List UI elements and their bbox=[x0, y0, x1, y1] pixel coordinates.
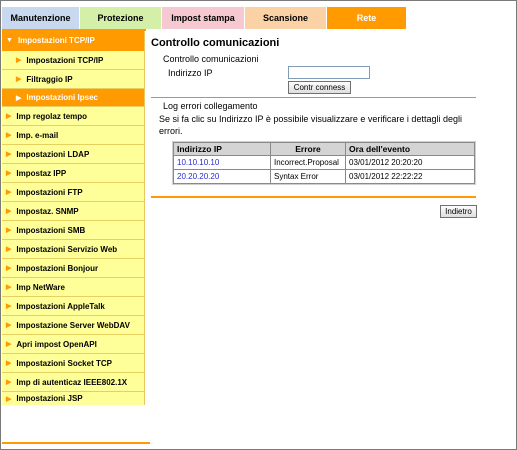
triangle-right-icon: ▶ bbox=[6, 189, 12, 196]
check-section-title: Controllo comunicazioni bbox=[163, 54, 259, 64]
tab-bar bbox=[2, 7, 407, 29]
sidebar-divider bbox=[144, 31, 145, 405]
footer-rule bbox=[2, 442, 150, 444]
sidebar-item-socket-tcp[interactable] bbox=[2, 354, 144, 373]
page-title: Controllo comunicazioni bbox=[151, 37, 280, 49]
triangle-right-icon: ▶ bbox=[6, 170, 12, 177]
sidebar-item-label: Impostazioni AppleTalk bbox=[16, 301, 105, 311]
triangle-right-icon: ▶ bbox=[16, 57, 22, 64]
back-button[interactable]: Indietro bbox=[440, 205, 477, 218]
triangle-right-icon: ▶ bbox=[6, 227, 12, 234]
sidebar-item-ieee8021x[interactable] bbox=[2, 373, 144, 392]
tab-manutenzione[interactable]: Manutenzione bbox=[2, 7, 80, 29]
triangle-right-icon: ▶ bbox=[6, 341, 12, 348]
sidebar-subitem-tcpip[interactable] bbox=[2, 51, 144, 70]
table-row bbox=[174, 170, 475, 184]
ip-link[interactable]: 20.20.20.20 bbox=[177, 172, 220, 181]
sidebar-item-label: Impostazioni Bonjour bbox=[16, 263, 99, 273]
check-connection-button[interactable]: Contr conness bbox=[288, 81, 351, 94]
column-header-ip: Indirizzo IP bbox=[174, 143, 271, 156]
sidebar-item-label: Impostazioni Socket TCP bbox=[16, 358, 112, 368]
triangle-right-icon: ▶ bbox=[6, 208, 12, 215]
triangle-right-icon: ▶ bbox=[6, 284, 12, 291]
sidebar bbox=[2, 31, 144, 405]
sidebar-item-ipp[interactable] bbox=[2, 164, 144, 183]
sidebar-item-label: Impostazioni LDAP bbox=[16, 149, 90, 159]
triangle-right-icon: ▶ bbox=[6, 379, 12, 386]
sidebar-item-netware[interactable] bbox=[2, 278, 144, 297]
sidebar-item-label: Impostazioni SMB bbox=[16, 225, 86, 235]
triangle-right-icon: ▶ bbox=[6, 303, 12, 310]
sidebar-item-jsp[interactable] bbox=[2, 392, 144, 405]
sidebar-item-label: Imp regolaz tempo bbox=[16, 111, 88, 121]
error-cell: Incorrect.Proposal bbox=[271, 156, 346, 170]
table-row bbox=[174, 156, 475, 170]
ip-cell bbox=[174, 170, 271, 184]
sidebar-item-label: Impostazioni Ipsec bbox=[26, 93, 98, 102]
triangle-right-icon: ▶ bbox=[6, 151, 12, 158]
content-bottom-rule bbox=[151, 196, 476, 198]
sidebar-item-servizio-web[interactable] bbox=[2, 240, 144, 259]
sidebar-item-label: Impostazioni FTP bbox=[16, 187, 83, 197]
sidebar-item-appletalk[interactable] bbox=[2, 297, 144, 316]
triangle-right-icon: ▶ bbox=[6, 113, 12, 120]
sidebar-item-label: Apri impost OpenAPI bbox=[16, 339, 97, 349]
sidebar-item-label: Impostazione Server WebDAV bbox=[16, 320, 130, 330]
tab-protezione[interactable]: Protezione bbox=[80, 7, 162, 29]
column-header-time: Ora dell'evento bbox=[346, 143, 475, 156]
triangle-right-icon: ▶ bbox=[6, 322, 12, 329]
sidebar-item-webdav[interactable] bbox=[2, 316, 144, 335]
sidebar-item-label: Imp. e-mail bbox=[16, 130, 59, 140]
tab-rete[interactable]: Rete bbox=[327, 7, 407, 29]
triangle-right-icon: ▶ bbox=[6, 395, 12, 403]
error-log-table bbox=[173, 142, 475, 184]
table-header-row bbox=[174, 143, 475, 156]
sidebar-item-label: Impostazioni TCP/IP bbox=[17, 36, 95, 45]
sidebar-item-label: Filtraggio IP bbox=[26, 74, 73, 84]
sidebar-item-label: Impostaz. SNMP bbox=[16, 206, 79, 216]
tab-impost-stampa[interactable]: Impost stampa bbox=[162, 7, 245, 29]
sidebar-item-smb[interactable] bbox=[2, 221, 144, 240]
sidebar-item-openapi[interactable] bbox=[2, 335, 144, 354]
ip-link[interactable]: 10.10.10.10 bbox=[177, 158, 220, 167]
triangle-down-icon: ▼ bbox=[6, 37, 13, 44]
tab-scansione[interactable]: Scansione bbox=[245, 7, 327, 29]
triangle-right-icon: ▶ bbox=[6, 360, 12, 367]
sidebar-item-email[interactable] bbox=[2, 126, 144, 145]
sidebar-item-ftp[interactable] bbox=[2, 183, 144, 202]
sidebar-item-label: Impostazioni TCP/IP bbox=[26, 55, 104, 65]
triangle-right-icon: ▶ bbox=[6, 246, 12, 253]
sidebar-item-ldap[interactable] bbox=[2, 145, 144, 164]
sidebar-item-label: Impostazioni JSP bbox=[16, 394, 83, 403]
ip-address-label: Indirizzo IP bbox=[168, 68, 213, 78]
sidebar-item-label: Imp di autenticaz IEEE802.1X bbox=[16, 377, 128, 387]
time-cell: 03/01/2012 20:20:20 bbox=[346, 156, 475, 170]
error-cell: Syntax Error bbox=[271, 170, 346, 184]
sidebar-subitem-filtraggio-ip[interactable] bbox=[2, 70, 144, 89]
sidebar-item-label: Imp NetWare bbox=[16, 282, 65, 292]
ip-address-input[interactable] bbox=[288, 66, 370, 79]
triangle-right-icon: ▶ bbox=[6, 132, 12, 139]
column-header-error: Errore bbox=[271, 143, 346, 156]
log-description: Se si fa clic su Indirizzo IP è possibile visualizzare e verificare i dettagli degli errori. bbox=[159, 114, 462, 136]
sidebar-item-label: Impostaz IPP bbox=[16, 168, 67, 178]
triangle-right-icon: ▶ bbox=[16, 76, 22, 83]
sidebar-item-bonjour[interactable] bbox=[2, 259, 144, 278]
sidebar-subitem-ipsec[interactable] bbox=[2, 89, 144, 107]
section-divider bbox=[151, 97, 476, 98]
triangle-right-icon: ▶ bbox=[16, 94, 22, 102]
sidebar-item-tcpip-header[interactable] bbox=[2, 31, 144, 51]
sidebar-item-label: Impostazioni Servizio Web bbox=[16, 244, 118, 254]
time-cell: 03/01/2012 22:22:22 bbox=[346, 170, 475, 184]
ip-cell bbox=[174, 156, 271, 170]
triangle-right-icon: ▶ bbox=[6, 265, 12, 272]
sidebar-item-snmp[interactable] bbox=[2, 202, 144, 221]
log-section-title: Log errori collegamento bbox=[163, 101, 258, 111]
sidebar-item-regolaz-tempo[interactable] bbox=[2, 107, 144, 126]
